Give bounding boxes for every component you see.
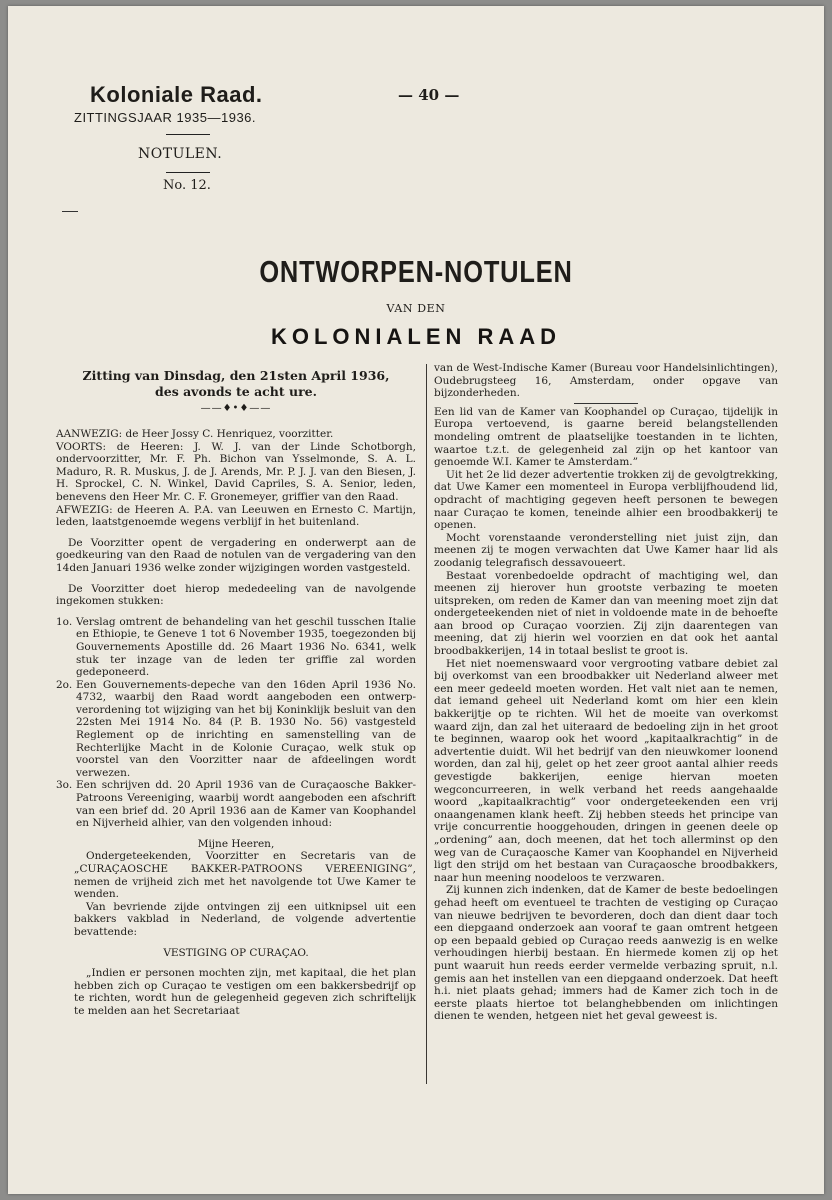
- attendance-present: AANWEZIG: de Heer Jossy C. Henriquez, voorzitter.: [56, 428, 334, 440]
- title-connector: VAN DEN: [386, 302, 446, 315]
- attendance-absent: AFWEZIG: de Heeren A. P.A. van Leeuwen en Ernesto C. Martijn, leden, laatstgenoemde wegens verblijf in het buitenland.: [56, 503, 416, 529]
- letter-paragraph: Zij kunnen zich indenken, dat de Kamer de beste bedoelingen gehad heeft om eventueel te trachten de vestiging op Curaçao van nieuwe bedrijven te bevorderen, doch dan dient daar toch een diepgaand onderzoek aan vooraf te gaan omtrent hetgeen op een bepaald gebied op Curaçao reeds aanwezig is en welke verhoudingen hierbij bestaan. En hiermede komen zij op het punt waaruit hun reeds eerder vermelde verbazing spruit, n.l. gemis aan het instellen van een diepgaand onderzoek. Dat heeft h.i. niet plaats gehad; immers had de Kamer zich toch in de eerste plaats hiertoe tot belanghebbenden om inlichtingen dienen te wenden, hetgeen niet het geval geweest is.: [434, 884, 778, 1023]
- margin-mark: [62, 211, 78, 212]
- letter-paragraph: Ondergeteekenden, Voorzitter en Secretaris van de „CURAÇAOSCHE BAKKER-PATROONS VEREENIGING”, nemen de vrijheid zich met het navolgende tot Uwe Kamer te wenden.: [74, 850, 416, 901]
- item-number: 1o.: [56, 615, 73, 628]
- communication-paragraph: De Voorzitter doet hierop mededeeling van de navolgende ingekomen stukken:: [56, 582, 416, 608]
- opening-paragraph: De Voorzitter opent de vergadering en onderwerpt aan de goedkeuring van den Raad de notulen van de vergadering van den 14den Januari 1936 welke zonder wijzigingen worden vastgesteld.: [56, 536, 416, 574]
- list-item: [56, 679, 416, 780]
- letter-paragraph: Mocht vorenstaande veronderstelling niet juist zijn, dan meenen zij te mogen verwachten dat Uwe Kamer haar lid als zoodanig telegrafisch dessavoueert.: [434, 531, 778, 569]
- header-rule: [166, 172, 210, 173]
- council-name: KOLONIALEN RAAD: [270, 324, 562, 349]
- list-item: [56, 616, 416, 679]
- column-divider: [426, 364, 427, 1084]
- item-number: 2o.: [56, 678, 73, 691]
- advert-heading: VESTIGING OP CURAÇAO.: [163, 946, 309, 959]
- session-year: ZITTINGSJAAR 1935—1936.: [74, 110, 257, 125]
- advert-quote-paragraph: Een lid van de Kamer van Koophandel op Curaçao, tijdelijk in Europa vertoevend, is gaarne bereid belangstellenden mondeling omtrent de plaatselijke toestanden in te lichten, waartoe t.z.t. de gelegenheid zal zijn op het kantoor van genoemde W.I. Kamer te Amsterdam.”: [434, 405, 778, 469]
- right-column: [434, 362, 778, 1023]
- letter-paragraph: Het niet noemenswaard voor vergrooting vatbare debiet zal bij overkomst van een broodbakker uit Nederland alweer met een meer gedeeld moeten worden. Het valt niet aan te nemen, dat iemand geheel uit Nederland komt om hier een klein bakkerijtje op te richten. Wil het de moeite van overkomst waard zijn, dan zal het uiteraard de bedoeling zijn in het groot te beginnen, waarop ook het woord „kapitaalkrachtig” in de advertentie duidt. Wil het bedrijf van den nieuwkomer loonend worden, dan zal hij, gelet op het zeer groot aantal alhier reeds gevestigde bakkerijen, eenige hiervan moeten wegconcurreeren, in welk verband het reeds aangehaalde woord „kapitaalkrachtig” voor ondergeteekenden een vrij onaangenamen klank heeft. Zij hebben steeds het principe van vrije concurrentie hooggehouden, dringen in geenen deele op „ordening” aan, doch meenen, dat het toch allerminst op den weg van de Curaçaosche Kamer van Koophandel en Nijverheid ligt den strijd om het bestaan van Curaçaosche broodbakkers, naar hun meening noodeloos te verzwaren.: [434, 657, 778, 884]
- advert-quote-continued: van de West-Indische Kamer (Bureau voor Handelsinlichtingen), Oudebrugsteeg 16, Amsterdam, onder opgave van bijzonderheden.: [434, 362, 778, 400]
- separator-rule: [574, 403, 638, 404]
- item-text: Een schrijven dd. 20 April 1936 van de Curaçaosche Bakker-Patroons Vereeniging, waarbij wordt aangeboden een afschrift van een brief dd. 20 April 1936 aan de Kamer van Koophandel en Nijverheid alhier, van den volgenden inhoud:: [76, 779, 416, 830]
- item-text: Verslag omtrent de behandeling van het geschil tusschen Italie en Ethiopie, te Geneve 1 tot 6 November 1935, toegezonden bij Gouvernements Apostille dd. 26 Maart 1936 No. 6341, welk stuk ter inzage van de leden ter griffie zal worden gedeponeerd.: [76, 615, 416, 679]
- attendance-also: VOORTS: de Heeren: J. W. J. van der Linde Schotborgh, ondervoorzitter, Mr. F. Ph. Bichon van Ysselmonde, S. A. L. Maduro, R. R. Muskus, J. de J. Arends, Mr. P. J. J. van den Biesen, J. H. Sprockel, C. N. Winkel, David Capriles, S. A. Senior, leden, benevens den Heer Mr. C. F. Gronemeyer, griffier van den Raad.: [56, 440, 416, 503]
- publication-title: Koloniale Raad.: [90, 82, 263, 107]
- advert-quote: „Indien er personen mochten zijn, met kapitaal, die het plan hebben zich op Curaçao te vestigen om een bakkersbedrijf op te richten, wordt hun de gelegenheid gegeven zich schriftelijk te melden aan het Secretariaat: [74, 967, 416, 1017]
- letter-paragraph: Van bevriende zijde ontvingen zij een uitknipsel uit een bakkers vakblad in Nederland, de volgende advertentie bevattende:: [74, 900, 416, 938]
- ornament: ——♦•♦——: [200, 403, 272, 414]
- left-column: [56, 362, 416, 1018]
- session-heading: [56, 368, 416, 400]
- document-title: ONTWORPEN-NOTULEN: [259, 254, 573, 289]
- session-line: Zitting van Dinsdag, den 21sten April 1936,: [82, 368, 390, 383]
- list-item: [56, 779, 416, 829]
- item-text: Een Gouvernements-depeche van den 16den April 1936 No. 4732, waarbij den Raad wordt aangeboden een ontwerp-verordening tot wijziging van het bij Koninklijk besluit van den 22sten Mei 1914 No. 84 (P. B. 1930 No. 56) vastgesteld Reglement op de inrichting en samenstelling van de Rechterlijke Macht in de Kolonie Curaçao, welk stuk op voorstel van den Voorzitter naar de afdeelingen wordt verwezen.: [76, 678, 416, 779]
- issue-number: No. 12.: [163, 178, 211, 193]
- notulen-label: NOTULEN.: [138, 146, 223, 162]
- session-line: des avonds te acht ure.: [155, 384, 317, 399]
- letter-paragraph: Uit het 2e lid dezer advertentie trokken zij de gevolgtrekking, dat Uwe Kamer een momenteel in Europa verblijfhoudend lid, opdracht of machtiging gegeven heeft personen te bewegen naar Curaçao te komen, teneinde alhier een broodbakkerij te openen.: [434, 468, 778, 532]
- letter-salutation: Mijne Heeren,: [197, 837, 275, 850]
- item-number: 3o.: [56, 779, 73, 792]
- header-rule: [166, 134, 210, 135]
- letter-paragraph: Bestaat vorenbedoelde opdracht of machtiging wel, dan meenen zij hierover hun grootste verbazing te moeten uitspreken, om reden de Kamer dan van meening moet zijn dat ondergeteekenden niet of niet in voldoende mate in de behoefte aan brood op Curaçao voorzien. Zij zijn daarentegen van meening, dat zij hierin wel voorzien en dat ook het aantal broodbakkerijen, 14 in totaal beslist te groot is.: [434, 569, 778, 658]
- page-number: — 40 —: [398, 86, 460, 104]
- document-page: [8, 6, 824, 1194]
